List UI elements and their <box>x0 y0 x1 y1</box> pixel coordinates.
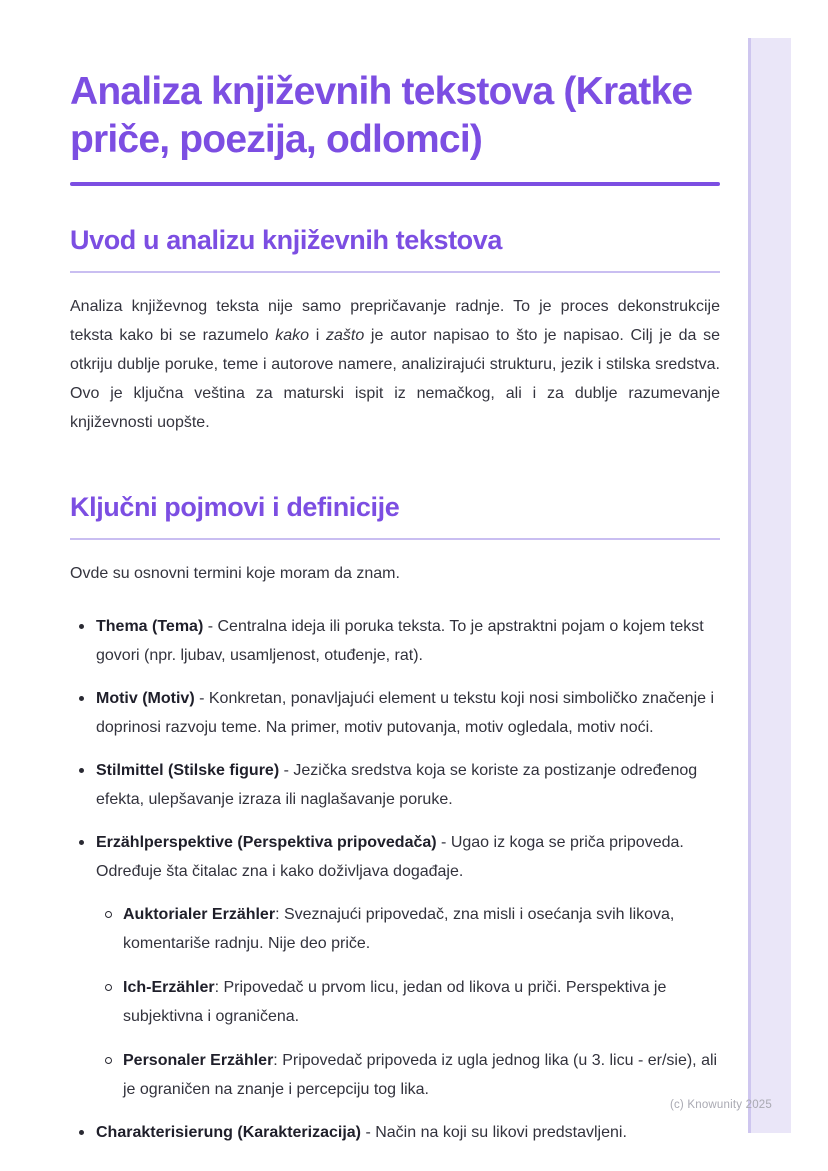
term-label: Stilmittel (Stilske figure) <box>96 762 280 779</box>
list-item <box>70 756 720 814</box>
term-separator: : <box>273 1052 283 1069</box>
term-separator: - <box>436 834 451 851</box>
bullet-icon <box>105 1057 112 1064</box>
emphasized-text: zašto <box>325 327 365 344</box>
term-label: Personaler Erzähler <box>123 1052 274 1069</box>
section-divider-uvod <box>70 271 720 273</box>
term-separator: - <box>203 618 218 635</box>
bullet-icon <box>79 840 84 845</box>
terms-intro: Ovde su osnovni termini koje moram da znam. <box>70 565 400 582</box>
bullet-icon <box>79 624 84 629</box>
term-separator: - <box>194 690 209 707</box>
term-description: Sveznajući pripovedač, zna misli i osećanja svih likova, komentariše radnju. Nije deo priče. <box>123 906 675 952</box>
paragraph-text: je autor napisao to što je napisao. Cilj je da se otkriju dublje poruke, teme i autorove namere, analizirajući strukturu, jezik i stilska sredstva. Ovo je ključna veština za maturski ispit iz nemačkog, ali i za dublje razumevanje književnosti uopšte. <box>70 327 720 431</box>
list-item <box>70 612 720 670</box>
page-edge-bar <box>748 38 791 1133</box>
term-label: Charakterisierung (Karakterizacija) <box>96 1124 361 1141</box>
term-label: Thema (Tema) <box>96 618 204 635</box>
term-separator: : <box>275 906 284 923</box>
bullet-icon <box>79 768 84 773</box>
bullet-icon <box>79 1130 84 1135</box>
section-heading-pojmovi: Ključni pojmovi i definicije <box>70 492 400 522</box>
bullet-icon <box>105 911 112 918</box>
term-label: Motiv (Motiv) <box>96 690 195 707</box>
term-description: Konkretan, ponavljajući element u tekstu koji nosi simboličko značenje i doprinosi razvoju teme. Na primer, motiv putovanja, motiv ogledala, motiv noći. <box>96 690 715 736</box>
copyright-notice: (c) Knowunity 2025 <box>669 1099 772 1111</box>
list-item <box>97 973 720 1031</box>
bullet-icon <box>105 984 112 991</box>
section-divider-pojmovi <box>70 538 720 540</box>
page-title: Analiza književnih tekstova (Kratke priče, poezija, odlomci) <box>70 70 693 161</box>
content-area <box>70 0 720 1161</box>
term-description: Centralna ideja ili poruka teksta. To je apstraktni pojam o kojem tekst govori (npr. ljubav, usamljenost, otuđenje, rat). <box>96 618 704 664</box>
section-heading-uvod: Uvod u analizu književnih tekstova <box>70 225 503 255</box>
list-item <box>70 684 720 742</box>
section-uvod <box>70 224 720 437</box>
term-separator: : <box>214 979 224 996</box>
term-description: Ugao iz koga se priča pripoveda. Određuje šta čitalac zna i kako doživljava događaje. <box>96 834 684 880</box>
section-pojmovi <box>70 491 720 1147</box>
intro-paragraph <box>70 292 720 437</box>
term-separator: - <box>279 762 294 779</box>
term-label: Auktorialer Erzähler <box>123 906 276 923</box>
term-description: Pripovedač pripoveda iz ugla jednog lika (u 3. licu - er/sie), ali je ograničen na znanje i percepciju tog lika. <box>123 1052 718 1098</box>
term-separator: - <box>361 1124 376 1141</box>
list-item <box>70 828 720 1104</box>
key-terms-list <box>70 612 720 1147</box>
term-label: Erzählperspektive (Perspektiva pripovedača) <box>96 834 437 851</box>
term-label: Ich-Erzähler <box>123 979 215 996</box>
list-item <box>97 1046 720 1104</box>
list-item <box>70 1118 720 1147</box>
bullet-icon <box>79 696 84 701</box>
paragraph-text: Analiza književnog teksta nije samo prepričavanje radnje. To je proces dekonstrukcije teksta kako bi se razumelo <box>70 298 720 344</box>
sub-terms-list <box>97 900 720 1104</box>
term-description: Jezička sredstva koja se koriste za postizanje određenog efekta, ulepšavanje izraza ili naglašavanje poruke. <box>96 762 698 808</box>
term-description: Pripovedač u prvom licu, jedan od likova u priči. Perspektiva je subjektivna i ograničena. <box>123 979 667 1025</box>
paragraph-text: i <box>308 327 326 344</box>
title-divider <box>70 182 720 186</box>
term-description: Način na koji su likovi predstavljeni. <box>375 1124 627 1141</box>
list-item <box>97 900 720 958</box>
emphasized-text: kako <box>275 327 309 344</box>
